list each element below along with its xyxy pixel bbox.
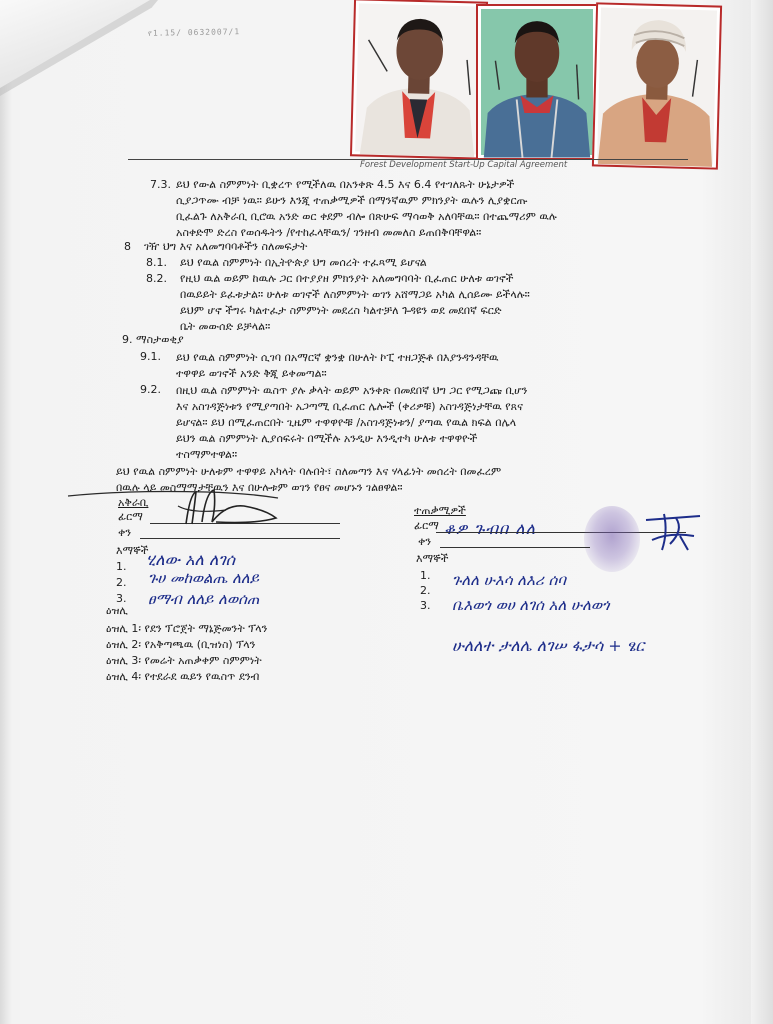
beneficiaries-witness-1-num: 1. <box>420 569 431 582</box>
clause-9-number: 9. <box>122 333 133 346</box>
beneficiaries-signature-name: ቆዎ ጉብበ ለለ <box>444 519 537 538</box>
clause-8-number: 8 <box>124 240 131 253</box>
supplier-witness-3-name: ፀማብ ለለይ ለወሰጠ <box>148 590 260 608</box>
supplier-witness-label: እማኞች <box>116 544 149 557</box>
clause-7-3-line-4: አስቀድሞ ድረስ የወሰዱትን /የተከፈላቸዉን/ ገንዘብ መመለስ ይጠበቅባቸዋል። <box>176 226 482 239</box>
clause-9-1-line-2: ተዋዋይ ወገኖች አንድ ቅጂ ይቀመጣል። <box>176 367 327 380</box>
beneficiaries-title: ተጠቃሚዎች <box>414 504 466 517</box>
supplier-witness-2-num: 2. <box>116 576 127 589</box>
clause-7-3-line-1: ይህ የውል ስምምነት ቢቋረጥ የሚችለዉ በአንቀጽ 4.5 እና 6.4 የተገለጹት ሁኔታዎች <box>176 178 515 191</box>
beneficiaries-witness-label: እማኞች <box>416 552 449 565</box>
attachment-4: ዕዝሊ 4፡ የተደራደ ዉይን የዉስጥ ደንብ <box>106 670 260 683</box>
photo-3 <box>592 2 722 169</box>
beneficiaries-signature-label: ፊርማ <box>414 519 439 532</box>
clause-8-1-number: 8.1. <box>146 256 167 269</box>
supplier-witness-2-name: ጉሀ መከወልጤ ለለይ <box>148 569 259 587</box>
clause-9-2-line-3: ይሆናል። ይህ በሚፈጠርበት ጊዜም ተዋዋዮቹ /አስገዳጅነቱን/ ያጣዉ የዉል ክፍል በሌላ <box>176 416 517 429</box>
clause-7-3-line-3: ቢፈልጉ ለአቅራቢ ቢሮዉ አንድ ወር ቀደም ብሎ በጽሁፍ ማሳወቅ አለባቸዉ። በተጨማሪም ዉሉ <box>176 210 557 223</box>
attachment-1: ዕዝሊ 1፡ የደን ፕሮጀት ማኔጅመንት ፕላን <box>106 622 268 635</box>
clause-7-3-number: 7.3. <box>150 178 171 191</box>
clause-8-2-line-4: ቤት መውሰድ ይቻላል። <box>180 320 271 333</box>
portrait-icon <box>478 6 596 158</box>
clause-9-2-number: 9.2. <box>140 383 161 396</box>
clause-9-2-line-4: ይህን ዉል ስምምነት ሊያሰፍሩት በሚችሉ አንዲሁ እንዲተካ ሁለቱ ተዋዋዮች <box>176 432 478 445</box>
portrait-icon <box>594 4 720 167</box>
supplier-witness-1-num: 1. <box>116 560 127 573</box>
clause-8-2-line-2: በዉይይት ይፈቱታል። ሁለቱ ወገኖች ለስምምነት ወገን አሸማጋይ አካል ሊሰይሙ ይችላሉ። <box>180 288 530 301</box>
supplier-title: አቅራቢ <box>118 496 149 509</box>
thumbprint-icon <box>584 506 640 572</box>
supplier-date-line <box>140 538 340 539</box>
beneficiaries-witness-3-name: ቤእወጎ ወሀ ለገሰ አለ ሁለወጎ <box>452 596 610 614</box>
beneficiaries-date-line <box>440 547 590 548</box>
clause-8-1-line-1: ይህ የዉል ስምምነት በኢትዮጵያ ህግ መሰረት ተፈጻሚ ይሆናል <box>180 256 427 269</box>
clause-8-2-line-3: ይህም ሆኖ ችግሩ ካልተፈታ ስምምነት መደረስ ካልተቻለ ጉዳዩን ወደ መደበኛ ፍርድ <box>180 304 502 317</box>
attachment-3: ዕዝሊ 3፡ የመሬት አጠቃቀም ስምምነት <box>106 654 262 667</box>
clause-7-3-line-2: ሲያጋጥሙ ብቻ ነዉ። ይሁን እንጂ ተጠቃሚዎች በማንኛዉም ምክንያት ዉሉን ሊያቋርጡ <box>176 194 528 207</box>
clause-9-2-line-5: ተስማምተዋል። <box>176 448 238 461</box>
beneficiaries-witness-1-name: ጉለለ ሁእሳ ለእሪ ሰባ <box>452 571 566 589</box>
clause-8-2-line-1: የዚህ ዉል ወይም ከዉሉ ጋር በተያያዘ ምክንያት አለመግባባት ቢፈጠር ሁለቱ ወገኖች <box>180 272 514 285</box>
closing-line-2: በዉሉ ላይ መስማማታቸዉን እና በሁሉቱም ወገን የፀና መሆኑን ገልፀዋል። <box>116 481 403 494</box>
photo-2 <box>476 4 598 160</box>
photo-1 <box>350 0 488 160</box>
reference-number: የ1.15/ 0632007/1 <box>147 27 241 38</box>
portrait-icon <box>352 0 486 157</box>
supplier-witness-1-name: ሂለው አለ ለገሰ <box>146 550 236 569</box>
supplier-witness-3-num: 3. <box>116 592 127 605</box>
supplier-signature <box>66 484 286 534</box>
page-edge <box>751 0 773 1024</box>
clause-9-2-line-1: በዚህ ዉል ስምምነት ዉስጥ ያሉ ቃላት ወይም አንቀጽ በመደበኛ ህግ ጋር የሚጋጩ ቢሆን <box>176 384 528 397</box>
beneficiaries-witness-2-num: 2. <box>420 584 431 597</box>
closing-line-1: ይህ የዉል ስምምነት ሁለቱም ተዋዋይ አካላት ባሉበት፣ ስለመጣን እና ሃላፊነት መሰረት በመፈረም <box>116 465 502 478</box>
beneficiaries-date-label: ቀን <box>418 535 432 548</box>
attachment-2: ዕዝሊ 2፡ የአቅጣጫዉ (ቢዝነስ) ፕላን <box>106 638 256 651</box>
clause-9-title: ማስታወቂያ <box>136 333 184 346</box>
clause-8-2-number: 8.2. <box>146 272 167 285</box>
clause-9-1-number: 9.1. <box>140 350 161 363</box>
agreement-header: Forest Development Start-Up Capital Agreement <box>360 160 568 170</box>
supplier-date-label: ቀን <box>118 526 132 539</box>
clause-8-title: ገዥ ህግ እና አለመግባባቶችን ስለመፍታት <box>144 240 308 253</box>
beneficiaries-extra-line: ሁለለተ ታለሌ ለገሠ ፋታሳ + ፄር <box>452 636 645 655</box>
clause-9-1-line-1: ይህ የዉል ስምምነት ሲገባ በአማርኛ ቋንቋ በሁለት ኮፒ ተዘጋጅቶ በእያንዳንዳቸዉ <box>176 351 499 364</box>
supplier-signature-label: ፊርማ <box>118 510 143 523</box>
beneficiary-signature <box>640 510 704 554</box>
clause-9-2-line-2: እና አስገዳጅነቱን የሚያጣበት አጋጣሚ ቢፈጠር ሌሎች (ቀሪዎቹ) አስገዳጅነታቸዉ የጸና <box>176 400 523 413</box>
attachments-title: ዕዝሊ <box>106 604 128 617</box>
beneficiaries-witness-3-num: 3. <box>420 599 431 612</box>
